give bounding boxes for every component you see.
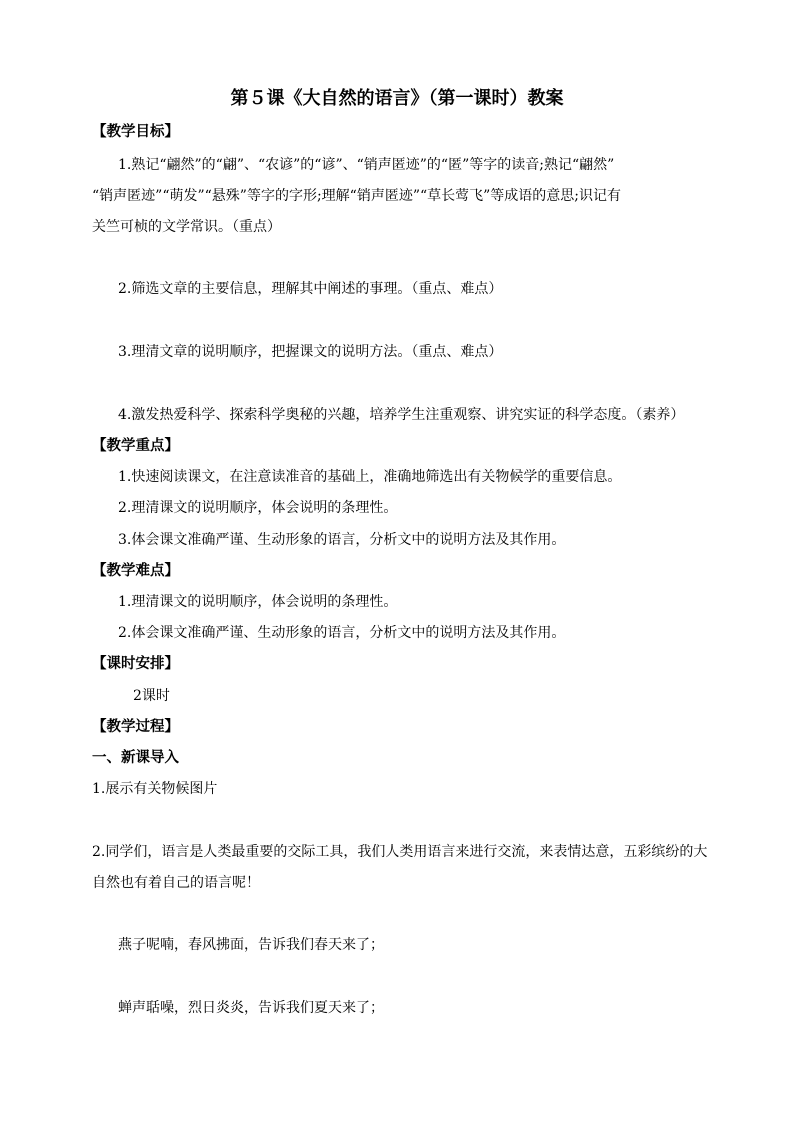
objectives-heading: 【教学目标】 xyxy=(92,123,179,140)
process-subheading: 一、新课导入 xyxy=(92,749,179,766)
process-paragraph-2: 蝉声聒噪，烈日炎炎，告诉我们夏天来了； xyxy=(118,1000,384,1016)
objective-1-line-3: 关竺可桢的文学常识。（重点） xyxy=(92,219,281,235)
schedule-text: 2课时 xyxy=(133,688,170,704)
key-point-1: 1.快速阅读课文，在注意读准音的基础上，准确地筛选出有关物候学的重要信息。 xyxy=(118,469,622,485)
difficulties-heading: 【教学难点】 xyxy=(92,562,179,579)
process-item-2-line-2: 自然也有着自己的语言呢！ xyxy=(92,875,260,891)
process-paragraph-1: 燕子呢喃，春风拂面，告诉我们春天来了； xyxy=(118,937,384,953)
document-title: 第５课《大自然的语言》（第一课时）教案 xyxy=(230,88,564,109)
difficulty-2: 2.体会课文准确严谨、生动形象的语言，分析文中的说明方法及其作用。 xyxy=(118,625,566,641)
objective-1-line-1: 1.熟记“翩然”的“翩”、“农谚”的“谚”、“销声匿迹”的“匿”等字的读音;熟记“翩然” xyxy=(118,157,615,173)
objective-3: 3.理清文章的说明顺序，把握课文的说明方法。（重点、难点） xyxy=(118,344,503,360)
key-points-heading: 【教学重点】 xyxy=(92,437,179,454)
objective-2: 2.筛选文章的主要信息，理解其中阐述的事理。（重点、难点） xyxy=(118,281,503,297)
process-item-2-line-1: 2.同学们，语言是人类最重要的交际工具，我们人类用语言来进行交流，来表情达意，五彩缤纷的大 xyxy=(92,844,708,860)
process-heading: 【教学过程】 xyxy=(92,718,179,735)
process-item-1: 1.展示有关物候图片 xyxy=(92,781,218,797)
schedule-heading: 【课时安排】 xyxy=(92,655,179,672)
objective-1-line-2: “销声匿迹”“萌发”“悬殊”等字的字形;理解“销声匿迹”“草长莺飞”等成语的意思;识记有 xyxy=(92,188,622,204)
key-point-2: 2.理清课文的说明顺序，体会说明的条理性。 xyxy=(118,500,398,516)
objective-4: 4.激发热爱科学、探索科学奥秘的兴趣，培养学生注重观察、讲究实证的科学态度。（素养） xyxy=(118,407,685,423)
difficulty-1: 1.理清课文的说明顺序，体会说明的条理性。 xyxy=(118,594,398,610)
key-point-3: 3.体会课文准确严谨、生动形象的语言，分析文中的说明方法及其作用。 xyxy=(118,532,566,548)
